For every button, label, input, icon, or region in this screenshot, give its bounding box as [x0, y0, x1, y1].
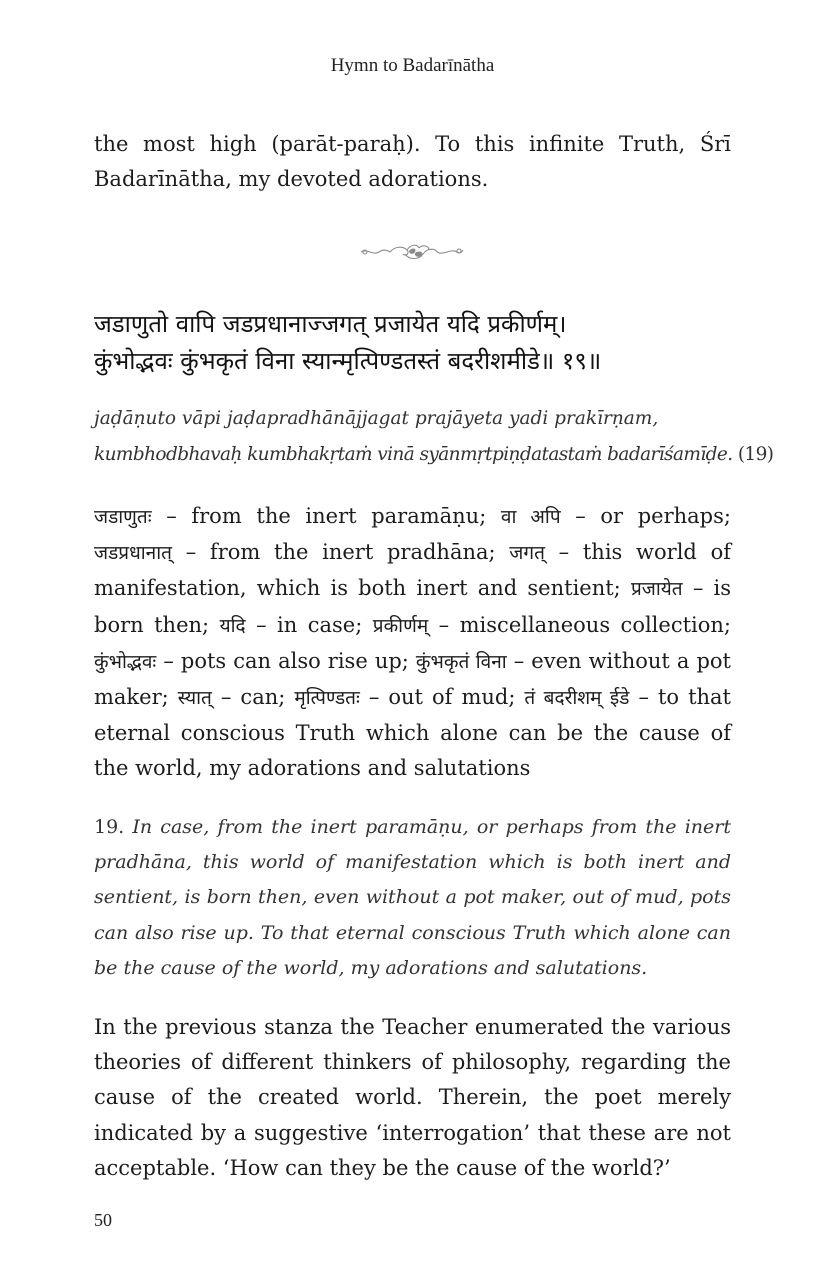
gloss-meaning: – this world of manifestation, which is both inert and sentient; [94, 540, 731, 601]
verse-devanagari-line-1: जडाणुतो वापि जडप्रधानाज्जगत् प्रजायेत यदि प्रकीर्णम्। [94, 310, 567, 338]
gloss-meaning: – can; [211, 685, 295, 710]
gloss-meaning: – or perhaps; [560, 504, 731, 528]
verse-number: (19) [737, 444, 774, 465]
gloss-meaning: – even without a pot maker; [94, 648, 731, 710]
verse-transliteration-line-2 [94, 444, 774, 465]
verse-transliteration-line-1: jaḍāṇuto vāpi jaḍapradhānājjagat prajāyeta yadi prakīrṇam, [94, 408, 659, 429]
gloss-word: यदि [219, 614, 246, 637]
gloss-word: जडप्रधानात् [94, 542, 172, 565]
verse-translation [94, 810, 731, 986]
gloss-word: कुंभोद्भवः [94, 650, 157, 673]
gloss-word: कुंभकृतं विना [415, 650, 507, 673]
gloss-word: वा अपि [500, 506, 561, 528]
gloss-word: तं बदरीशम् ईडे [524, 687, 630, 710]
gloss-word: जडाणुतः [94, 506, 152, 528]
page-number: 50 [94, 1210, 112, 1230]
gloss-meaning: – miscellaneous collection; [428, 612, 731, 637]
gloss-meaning: – to that eternal conscious Truth which alone can be the cause of the world, my adorations and salutations [94, 685, 731, 781]
gloss-word: प्रकीर्णम् [372, 614, 429, 637]
translation-number: 19. [94, 816, 125, 838]
gloss-word: स्यात् [177, 687, 212, 710]
gloss-meaning: – pots can also rise up; [156, 648, 416, 673]
gloss-meaning: – from the inert paramāṇu; [151, 504, 501, 528]
verse-devanagari-line-2: कुंभोद्भवः कुंभकृतं विना स्यान्मृत्पिण्डतस्तं बदरीशमीडे॥ १९॥ [94, 347, 602, 375]
gloss-meaning: – is born then; [94, 576, 732, 637]
gloss-word: प्रजायेत [630, 578, 683, 601]
gloss-meaning: – out of mud; [359, 685, 525, 710]
gloss-word: जगत् [509, 542, 545, 565]
translation-text: In case, from the inert paramāṇu, or perhaps from the inert pradhāna, this world of manifestation which is both inert and sentient, is born then, even without a pot maker, out of mud, pots can also rise up. To that eternal conscious Truth which alone can be the cause of the world, my adorations and salutations. [94, 816, 731, 979]
scroll-flourish-ornament-icon [357, 238, 467, 266]
gloss-word: मृत्पिण्डतः [294, 687, 360, 710]
gloss-meaning: – from the inert pradhāna; [171, 540, 510, 565]
continuation-paragraph: the most high (parāt-paraḥ). To this infinite Truth, Śrī Badarīnātha, my devoted adorations. [94, 132, 731, 192]
word-glossary [94, 499, 731, 787]
gloss-meaning: – in case; [245, 612, 373, 637]
transliteration-line-2-text: kumbhodbhavaḥ kumbhakṛtaṁ vinā syānmṛtpiṇḍatastaṁ badarīśamīḍe. [94, 444, 733, 465]
commentary-paragraph: In the previous stanza the Teacher enumerated the various theories of different thinkers of philosophy, regarding the cause of the created world. Therein, the poet merely indicated by a suggestive ‘interrogation’ that these are not acceptable. ‘How can they be the cause of the world?’ [94, 1015, 731, 1180]
running-head: Hymn to Badarīnātha [330, 55, 495, 76]
